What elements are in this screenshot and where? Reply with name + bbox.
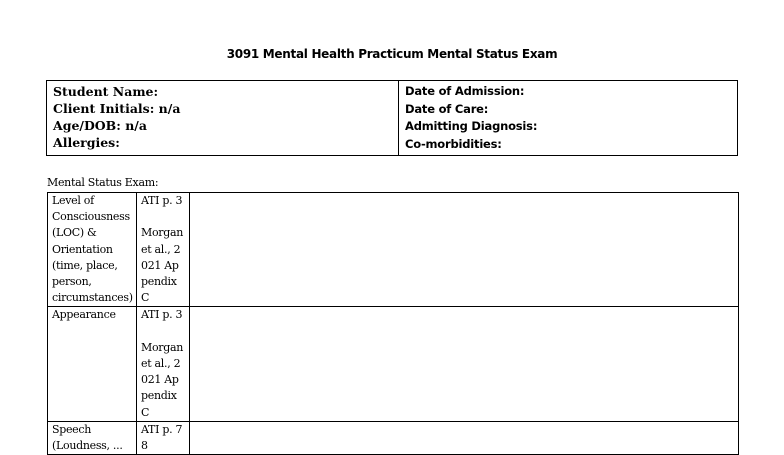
appearance-reference: ATI p. 3 Morgan et al., 2021 Appendix C xyxy=(137,307,190,421)
client-initials-field: Client Initials: n/a xyxy=(53,101,181,116)
age-dob-field: Age/DOB: n/a xyxy=(53,118,147,133)
date-of-admission-field: Date of Admission: xyxy=(405,84,525,98)
document-title: 3091 Mental Health Practicum Mental Status Exam xyxy=(226,47,558,61)
co-morbidities-field: Co-morbidities: xyxy=(405,136,502,151)
loc-orientation-reference: ATI p. 3 Morgan et al., 2021 Appendix C xyxy=(137,193,190,307)
table-row xyxy=(48,421,739,454)
speech-response[interactable] xyxy=(190,421,739,454)
client-info-table xyxy=(46,80,738,156)
admitting-diagnosis-field: Admitting Diagnosis: xyxy=(405,119,538,133)
allergies-field: Allergies: xyxy=(53,135,120,150)
client-info-left-cell xyxy=(47,81,399,156)
mental-status-exam-table xyxy=(47,192,739,455)
loc-orientation-response[interactable] xyxy=(190,193,739,307)
loc-orientation-category: Level of Consciousness (LOC) & Orientation (time, place, person, circumstances) xyxy=(48,193,137,307)
date-of-care-field: Date of Care: xyxy=(405,101,489,116)
table-row xyxy=(48,307,739,421)
appearance-category: Appearance xyxy=(48,307,137,421)
speech-reference: ATI p. 78 xyxy=(137,421,190,454)
table-row xyxy=(48,193,739,307)
student-name-field: Student Name: xyxy=(53,84,159,99)
client-info-right-cell xyxy=(399,81,738,156)
speech-category: Speech (Loudness, ... xyxy=(48,421,137,454)
mental-status-exam-label: Mental Status Exam: xyxy=(47,176,159,189)
appearance-response[interactable] xyxy=(190,307,739,421)
